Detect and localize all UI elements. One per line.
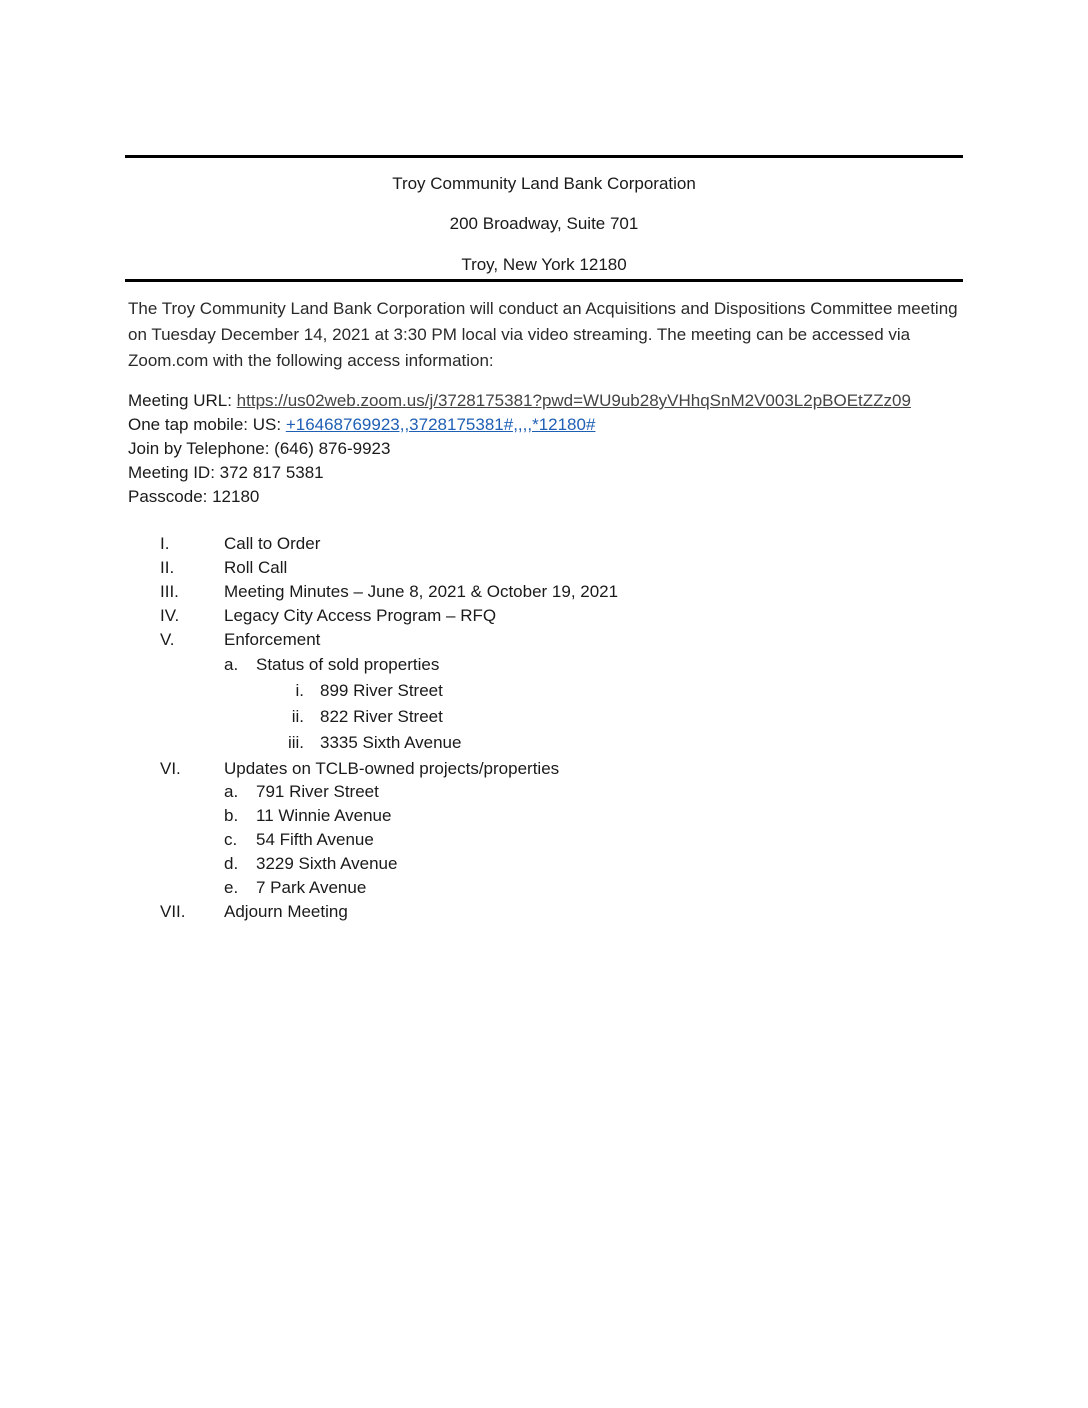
agenda-subitem-6c-number: c.	[224, 830, 238, 849]
agenda-subsub-3-number: iii.	[287, 733, 304, 752]
agenda-item-3	[160, 581, 179, 603]
agenda-label-3: Meeting Minutes – June 8, 2021 & October 19, 2021	[224, 582, 619, 601]
agenda-item-6	[160, 758, 181, 780]
agenda-subitem-5a-label: Status of sold properties	[256, 655, 440, 674]
agenda-subitem-6c-label: 54 Fifth Avenue	[256, 830, 374, 849]
telephone-row: Join by Telephone: (646) 876-9923	[128, 439, 391, 458]
agenda-item-1	[160, 533, 169, 555]
agenda-label-4: Legacy City Access Program – RFQ	[224, 606, 497, 625]
city-line: Troy, New York 12180	[461, 255, 627, 274]
one-tap-row	[128, 413, 1028, 437]
agenda-subitem-6a-number: a.	[224, 782, 239, 801]
agenda-label-7: Adjourn Meeting	[224, 902, 348, 921]
agenda-subitem-6d-number: d.	[224, 854, 239, 873]
agenda-number: VII.	[160, 902, 186, 921]
agenda-subitem-6e-number: e.	[224, 878, 239, 897]
agenda-subsub-2-number: ii.	[291, 707, 304, 726]
agenda-item-5	[160, 629, 175, 651]
agenda-subitem-6e-label: 7 Park Avenue	[256, 878, 367, 897]
agenda-subitem-5a-number: a.	[224, 655, 239, 674]
agenda-label-6: Updates on TCLB-owned projects/properties	[224, 759, 560, 778]
agenda-label-5: Enforcement	[224, 630, 321, 649]
one-tap-link[interactable]: +16468769923,,3728175381#,,,,*12180#	[285, 415, 596, 434]
agenda-subitem-6d-label: 3229 Sixth Avenue	[256, 854, 398, 873]
org-name: Troy Community Land Bank Corporation	[392, 174, 696, 193]
access-info	[128, 389, 1028, 509]
meeting-id-row: Meeting ID: 372 817 5381	[128, 463, 324, 482]
agenda-subitem-6b-number: b.	[224, 806, 239, 825]
intro-paragraph: The Troy Community Land Bank Corporation will conduct an Acquisitions and Dispositions Committee meeting on Tuesday December 14, 2021 at 3:30 PM local via video streaming. The meeting can be accessed via Zoom.com with the following access information:	[128, 299, 958, 370]
agenda-item-4	[160, 605, 179, 627]
meeting-url-link[interactable]: https://us02web.zoom.us/j/3728175381?pwd=WU9ub28yVHhqSnM2V003L2pBOEtZZz09	[236, 391, 911, 410]
agenda-subitem-6b-label: 11 Winnie Avenue	[256, 806, 392, 825]
one-tap-label: One tap mobile: US:	[128, 415, 286, 434]
meeting-url-label: Meeting URL:	[128, 391, 237, 410]
agenda-number: II.	[160, 558, 175, 577]
meeting-url-row	[128, 389, 1028, 413]
agenda-number: VI.	[160, 759, 181, 778]
agenda-subsub-1-number: i.	[295, 681, 304, 700]
agenda-number: III.	[160, 582, 179, 601]
agenda-subsub-3-label: 3335 Sixth Avenue	[320, 733, 462, 752]
bottom-rule	[125, 279, 963, 282]
agenda-label-2: Roll Call	[224, 558, 288, 577]
top-rule	[125, 155, 963, 158]
agenda-item-7	[160, 901, 186, 923]
agenda-subsub-1-label: 899 River Street	[320, 681, 443, 700]
agenda-label-1: Call to Order	[224, 534, 321, 553]
agenda-number: IV.	[160, 606, 180, 625]
agenda-subsub-2-label: 822 River Street	[320, 707, 443, 726]
agenda-subitem-6a-label: 791 River Street	[256, 782, 379, 801]
address-line: 200 Broadway, Suite 701	[449, 214, 639, 233]
agenda-number: I.	[160, 534, 170, 553]
agenda-number: V.	[160, 630, 175, 649]
passcode-row: Passcode: 12180	[128, 487, 260, 506]
agenda-item-2	[160, 557, 174, 579]
